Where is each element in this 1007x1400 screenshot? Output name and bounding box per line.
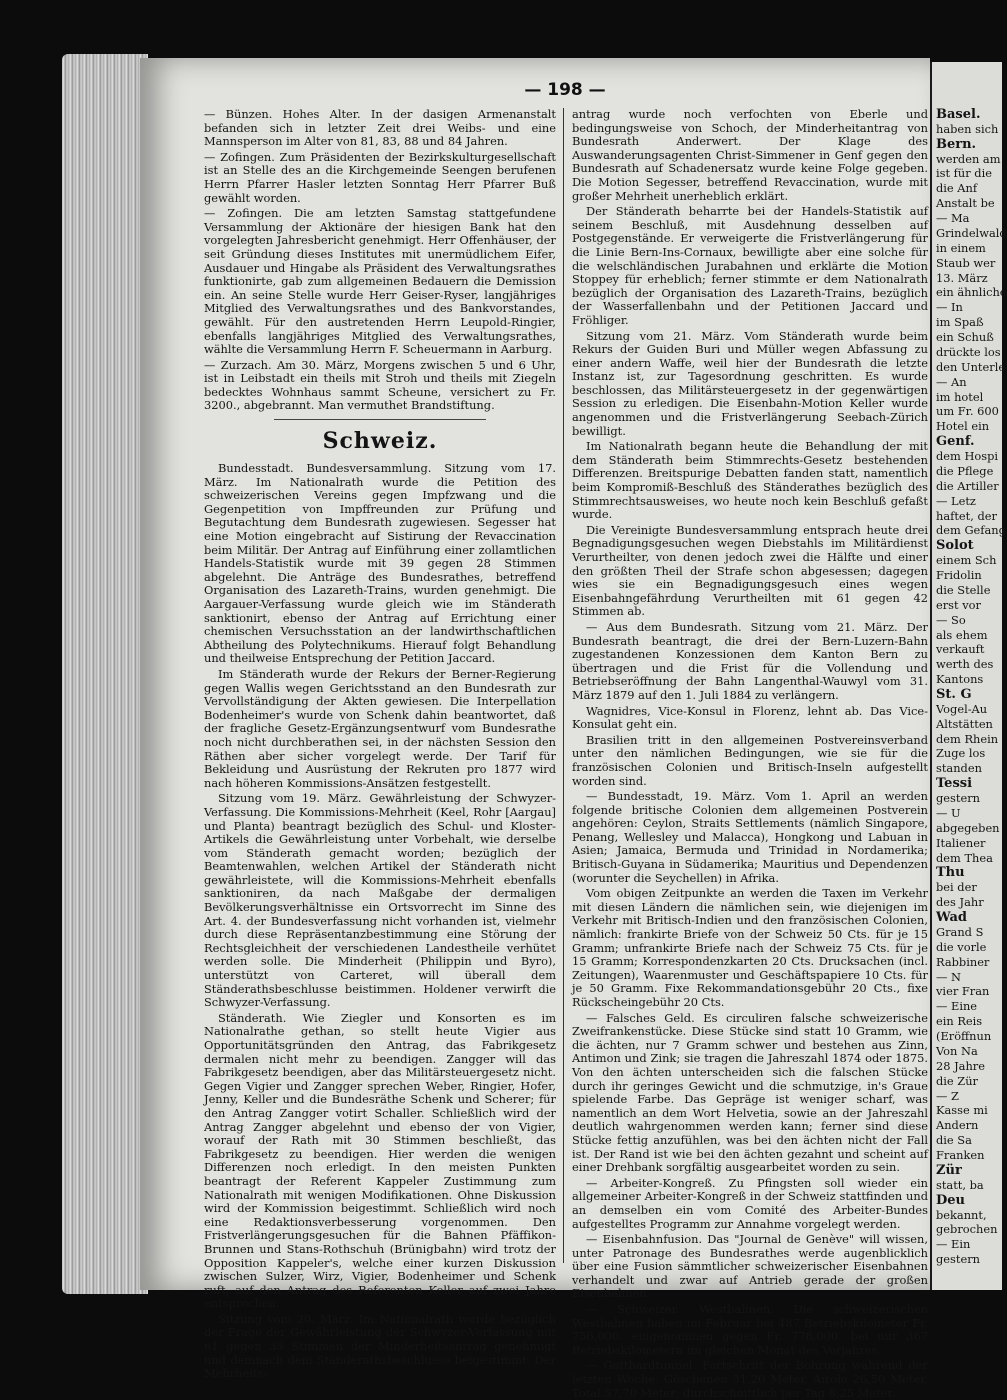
adjacent-page-fragment: die Artiller xyxy=(936,478,999,493)
adjacent-page-fragment: die Anf xyxy=(936,181,978,196)
news-item-eisenbahnfusion: — Eisenbahnfusion. Das "Journal de Genève" will wissen, unter Patronage des Bundesrathes werde augenblicklich über eine Fusion sämmtlicher schweizerischer Eisenbahnen verhandelt und zwar auf Antrieb gerade der großen Eisenbahnen. xyxy=(572,1232,928,1301)
adjacent-page-fragment: verkauft xyxy=(936,642,985,657)
news-item-arbeiter-kongress: — Arbeiter-Kongreß. Zu Pfingsten soll wieder ein allgemeiner Arbeiter-Kongreß in der Schweiz stattfinden und an demselben ein vom Comité des Arbeiter-Bundes aufgestelltes Programm zur Annahme vorgelegt werden. xyxy=(572,1175,928,1231)
adjacent-page-fragment: die Stelle xyxy=(936,582,991,597)
right-column xyxy=(572,107,928,1400)
news-item-westbahnen: — Schweizer. Westbahnen. Die schweizerischen Westbahnen haben im Februar bei 487 Betriebskilometer Fr. 756,000. eingenommen gegen Fr. 778,000. bei nur 367 Betriebskilometern im gleichen Monat des Vorjahres. xyxy=(572,1302,928,1357)
adjacent-page-fragment: Andern xyxy=(936,1118,979,1133)
adjacent-page-fragment: im Spaß xyxy=(936,315,984,330)
adjacent-page-fragment: Franken xyxy=(936,1148,985,1163)
article-staenderath-fabrikgesetz: Ständerath. Wie Ziegler und Konsorten es im Nationalrathe gethan, so stellt heute Vigier aus Opportunitätsgründen den Antrag, das Fabrikgesetz dermalen nicht mehr zu beendigen. Zangger will das Fabrikgesetz beendigen, aber das Militärsteuergesetz nicht. Gegen Vigier und Zangger sprechen Weber, Ringier, Hofer, Jenny, Keller und die Bundesräthe Schenk und Scherer; für den Antrag Zangger votirt Schaller. Schließlich wird der Antrag Zangger abgelehnt und ebenso der von Vigier, worauf der Rath mit 30 Stimmen beschließt, das Fabrikgesetz zu beendigen. Hier werden die wenigen Differenzen noch erledigt. In den meisten Punkten beantragt der Referent Kappeler Zustimmung zum Nationalrath mit wenigen Modifikationen. Ohne Diskussion wird der Kommission beigestimmt. Schließlich wird noch eine Redaktionsverbesserung vorgenommen. Den Fristverlängerungsgesuchen für die Bahnen Pfäffikon-Brunnen und Stans-Rothschuh (Brünigbahn) wird trotz der Opposition Kappeler's, welche einer kurzen Diskussion zwischen Sulzer, Wirz, Vigier, Bodenheimer und Schenk ruft, auf den Antrag des Referenten Keller auf zwei Jahre entsprochen. xyxy=(204,1010,556,1311)
adjacent-page-fragment: — Letz xyxy=(936,493,976,508)
adjacent-page-fragment: Hotel ein xyxy=(936,419,990,434)
news-item-gotthardtunnel: — Gotthardtunnel. Fortschritt der Bohrung während der letzten Woche: Göschenen 31,20 Meter, Airolo 26,50 Meter, Total 57,70 Meter; durchschnittlich per Tag 8,25 Meter. xyxy=(572,1358,928,1400)
adjacent-page-fragment: Zuge los xyxy=(936,746,986,761)
adjacent-page-fragment: einem Sch xyxy=(936,553,997,568)
adjacent-page-fragment: in einem xyxy=(936,240,986,255)
adjacent-page-fragment: dem Hospi xyxy=(936,449,999,464)
adjacent-page-fragment: — In xyxy=(936,300,963,315)
adjacent-page-fragment: ein Schuß xyxy=(936,330,994,345)
adjacent-page-fragment: Rabbiner xyxy=(936,954,990,969)
adjacent-page-fragment: gestern xyxy=(936,1252,980,1267)
adjacent-page-fragment: die Zür xyxy=(936,1073,978,1088)
adjacent-page-fragment: des Jahr xyxy=(936,895,984,910)
adjacent-page-fragment: ein ähnliche xyxy=(936,285,1007,300)
adjacent-page-fragment: Altstätten xyxy=(936,716,993,731)
adjacent-page-fragment: im hotel xyxy=(936,389,984,404)
adjacent-page-fragment: Grindelwald xyxy=(936,225,1007,240)
adjacent-page-fragment: (Eröffnun xyxy=(936,1029,992,1044)
adjacent-page-fragment: dem Rhein xyxy=(936,731,999,746)
page-number: — 198 — xyxy=(524,80,606,100)
adjacent-page-fragment: vier Fran xyxy=(936,984,990,999)
news-item-brasilien: Brasilien tritt in den allgemeinen Postvereinsverband unter den nämlichen Bedingungen, wie sie für die französischen Colonien und Britisch-Inseln aufgestellt worden sind. xyxy=(572,732,928,788)
adjacent-page-fragment: — So xyxy=(936,612,966,627)
article-staenderath-rekurs: Im Ständerath wurde der Rekurs der Berner-Regierung gegen Wallis wegen Gerichtsstand an den Bundesrath zur Vervollständigung der Akten gewiesen. Die Interpellation Bodenheimer's wurde von Schenk dahin beantwortet, daß der fragliche Gesetz-Ergänzungsentwurf vom Bundesrathe noch nicht durchberathen sei, in der nächsten Session den Räthen aber sicher vorgelegt werde. Der Tarif für Bekleidung und Ausrüstung der Rekruten pro 1877 wird nach höheren Kommissions-Ansätzen festgestellt. xyxy=(204,666,556,790)
article-continuation: antrag wurde noch verfochten von Eberle und bedingungsweise von Schoch, der Minderheitantrag von Bundesrath Anderwert. Der Klage des Auswanderungsagenten Christ-Simmener in Genf gegen den Bundesrath auf Schadenersatz wurde keine Folge gegeben. Die Motion Segesser, betreffend Revaccination, wurde mit großer Mehrheit unerheblich erklärt. xyxy=(572,107,928,203)
news-item-bundesrath: — Aus dem Bundesrath. Sitzung vom 21. März. Der Bundesrath beantragt, die drei der Bern-Luzern-Bahn zugestandenen Konzessionen dem Kanton Bern zu übertragen und die Frist für die Vollendung und Betriebseröffnung der Bahn Langenthal-Wauwyl vom 31. März 1879 auf den 1. Juli 1884 zu verlängern. xyxy=(572,619,928,702)
adjacent-page-fragment: 28 Jahre xyxy=(936,1058,985,1073)
adjacent-page-fragment: den Unterle xyxy=(936,359,1006,374)
adjacent-page-fragment: statt, ba xyxy=(936,1177,984,1192)
adjacent-page-fragment: — Z xyxy=(936,1088,959,1103)
adjacent-page-fragment: um Fr. 600 xyxy=(936,404,999,419)
article-sitzung-21-maerz: Sitzung vom 21. März. Vom Ständerath wurde beim Rekurs der Guiden Buri und Müller wegen Abfassung zu einer andern Waffe, weil hier der Bundesrath die letzte Instanz ist, zur Tagesordnung geschritten. Es wurde beschlossen, das Militärsteuergesetz in der gegenwärtigen Session zu erledigen. Die Eisenbahn-Motion Keller wurde angenommen und die Fristverlängerung Seebach-Zürich bewilligt. xyxy=(572,328,928,438)
adjacent-page-fragment: drückte los xyxy=(936,344,1001,359)
article-handels-statistik: Der Ständerath beharrte bei der Handels-Statistik auf seinem Beschluß, mit Ausdehnung desselben auf Postgegenstände. Er verweigerte die Fristverlängerung für die Linie Bern-Ins-Cornaux, bewilligte aber eine solche für die welschländischen Jurabahnen und erklärte die Motion Stoppey für erheblich; ferner stimmte er dem Nationalrath bezüglich der Organisation des Lazareth-Trains, bezüglich der Wasserfallenbahn und der Petitionen Jaccard und Fröhliger. xyxy=(572,204,928,327)
adjacent-page-fragment: ist für die xyxy=(936,166,992,181)
adjacent-page-fragment: ein Reis xyxy=(936,1014,983,1029)
adjacent-page-fragment: gebrochen xyxy=(936,1222,998,1237)
adjacent-page-fragment: St. G xyxy=(936,687,972,702)
adjacent-page-fragment: Bern. xyxy=(936,136,977,152)
article-sitzung-20-maerz: Sitzung vom 20. März. Im Nationalrath wurde bezüglich der Frage der Gewährleistung der Schwyzer-Verfassung mit 61 gegen 35 Stimmen der Minderheitsantrag genehmigt und demnach dem Ständerathsbeschlusse beigestimmt. Der Mehrheits- xyxy=(204,1311,556,1381)
news-item-zofingen-1: — Zofingen. Zum Präsidenten der Bezirkskulturgesellschaft ist an Stelle des an die Kirchgemeinde Seengen berufenen Herrn Pfarrer Hasler letzten Sonntag Herr Pfarrer Buß gewählt worden. xyxy=(204,149,556,205)
article-bundesversammlung: Bundesstadt. Bundesversammlung. Sitzung vom 17. März. Im Nationalrath wurde die Petition des schweizerischen Vereins gegen Impfzwang und die Gegenpetition von Impffreunden zur Prüfung und Begutachtung dem Bundesrath zugewiesen. Segesser hat eine Motion eingebracht auf Sistirung der Revaccination beim Militär. Der Antrag auf Einführung einer zollamtlichen Handels-Statistik wurde mit 39 gegen 28 Stimmen abgelehnt. Die Anträge des Bundesrathes, betreffend Organisation des Lazareth-Trains, wurden genehmigt. Die Aargauer-Verfassung wurde gleich wie im Ständerath sanktionirt, ebenso der Antrag auf Errichtung einer chemischen Versuchsstation an der landwirthschaftlichen Abtheilung des Polytechnikums. Hierauf folgt Behandlung und theilweise Entsprechung der Petition Jaccard. xyxy=(204,461,556,666)
adjacent-page-fragment: — U xyxy=(936,805,961,820)
news-item-postverein: — Bundesstadt, 19. März. Vom 1. April an werden folgende britische Colonien dem allgemeinen Postverein angehören: Ceylon, Straits Settlements (nämlich Singapore, Penang, Wellesley und Malacca), Hongkong und Labuan in Asien; Jamaica, Bermuda und Trinidad in Nordamerika; Britisch-Guyana in Südamerika; Mauritius und Dependenzen (worunter die Seychellen) in Afrika. xyxy=(572,789,928,885)
adjacent-page-fragment: 13. März xyxy=(936,270,988,285)
adjacent-page-fragment: — Eine xyxy=(936,999,978,1014)
adjacent-page-fragment: Genf. xyxy=(936,434,975,450)
adjacent-page-fragment: erst vor xyxy=(936,597,981,612)
adjacent-page-fragment: die vorle xyxy=(936,939,987,954)
section-divider-rule xyxy=(274,419,485,420)
adjacent-page-fragment: Tessi xyxy=(936,776,973,792)
left-column xyxy=(204,107,556,1381)
adjacent-page-fragment: Basel. xyxy=(936,107,981,122)
adjacent-page-fragment: standen xyxy=(936,761,982,776)
adjacent-page-fragment: Kantons xyxy=(936,672,984,687)
adjacent-page-fragment: — Ein xyxy=(936,1237,971,1252)
adjacent-page-fragment: — An xyxy=(936,374,967,389)
adjacent-page-fragment: Staub wer xyxy=(936,255,996,270)
adjacent-page-fragment: Fridolin xyxy=(936,568,982,583)
adjacent-page-fragment: bei der xyxy=(936,880,977,895)
adjacent-page-fragment: haben sich xyxy=(936,121,999,136)
news-item-vice-konsul: Wagnidres, Vice-Konsul in Florenz, lehnt ab. Das Vice-Konsulat geht ein. xyxy=(572,703,928,732)
news-item-buenzen: — Bünzen. Hohes Alter. In der dasigen Armenanstalt befanden sich in letzter Zeit drei Weibs- und eine Mannsperson im Alter von 81, 83, 88 und 84 Jahren. xyxy=(204,107,556,149)
adjacent-page-fragment: Deu xyxy=(936,1192,965,1208)
adjacent-page-fragment: die Pflege xyxy=(936,463,994,478)
adjacent-page-fragment: abgegeben xyxy=(936,820,1000,835)
adjacent-page-fragment: die Sa xyxy=(936,1133,972,1148)
adjacent-page-fragment: Thu xyxy=(936,865,965,881)
adjacent-page-fragment: Italiener xyxy=(936,835,986,850)
adjacent-page-fragment: Von Na xyxy=(936,1043,978,1058)
news-item-zofingen-2: — Zofingen. Die am letzten Samstag stattgefundene Versammlung der Aktionäre der hiesigen Bank hat den vorgelegten Jahresbericht genehmigt. Herr Offenhäuser, der seit Gründung dieses Institutes mit unermüdlichem Eifer, Ausdauer und Hingabe als Präsident des Verwaltungsrathes funktionirte, gab zum allgemeinen Bedauern die Demission ein. An seine Stelle wurde Herr Geiser-Ryser, langjähriges Mitglied des Verwaltungsrathes und des Bankvorstandes, gewählt. Für den austretenden Herrn Leupold-Ringier, ebenfalls langjähriges Mitglied des Verwaltungsrathes, wählte die Versammlung Herrn F. Scheuermann in Aarburg. xyxy=(204,206,556,357)
news-item-zurzach: — Zurzach. Am 30. März, Morgens zwischen 5 und 6 Uhr, ist in Leibstadt ein theils mit Stroh und theils mit Ziegeln bedecktes Wohnhaus sammt Scheune, versichert zu Fr. 3200., abgebrannt. Man vermuthet Brandstiftung. xyxy=(204,357,556,413)
adjacent-page-fragment: bekannt, xyxy=(936,1207,987,1222)
adjacent-page-fragment: Anstalt be xyxy=(936,196,995,211)
adjacent-page-fragment: als ehem xyxy=(936,627,988,642)
adjacent-page-fragment: Grand S xyxy=(936,924,984,939)
adjacent-page-fragment: haftet, der xyxy=(936,508,997,523)
article-stimmrechts-gesetz: Im Nationalrath begann heute die Behandlung der mit dem Ständerath beim Stimmrechts-Gesetz bestehenden Differenzen. Breitspurige Debatten fanden statt, namentlich beim Kompromiß-Beschluß des Ständerathes bezüglich des Stimmrechtsausweises, wo heute noch kein Beschluß gefaßt wurde. xyxy=(572,439,928,522)
adjacent-page-fragment: — N xyxy=(936,969,961,984)
news-item-falsches-geld: — Falsches Geld. Es circuliren falsche schweizerische Zweifrankenstücke. Diese Stücke sind statt 10 Gramm, wie die ächten, nur 7 Gramm schwer und bestehen aus Zinn, Antimon und Zink; sie tragen die Jahreszahl 1874 oder 1875. Von den ächten unterscheiden sich die falschen Stücke durch ihr geringes Gewicht und die schmutzige, in's Graue spielende Farbe. Das Gepräge ist weniger scharf, was namentlich an dem Wort Helvetia, sowie an der Jahreszahl deutlich wahrgenommen werden kann; ferner sind diese Stücke fettig anzufühlen, was bei den ächten nicht der Fall ist. Der Rand ist wie bei den ächten gezahnt und scheint auf einer Drehbank sorgfältig ausgearbeitet worden zu sein. xyxy=(572,1010,928,1175)
adjacent-page-fragment: dem Thea xyxy=(936,850,993,865)
adjacent-page-fragment: Solot xyxy=(936,538,974,554)
adjacent-page-fragment: Kasse mi xyxy=(936,1103,988,1118)
section-title: Schweiz. xyxy=(322,428,438,455)
book-page-edges xyxy=(62,54,148,1294)
adjacent-page-fragment: werth des xyxy=(936,657,994,672)
adjacent-page-fragment: werden am xyxy=(936,151,1001,166)
adjacent-page-fragment: Vogel-Au xyxy=(936,701,988,716)
article-sitzung-19-maerz: Sitzung vom 19. März. Gewährleistung der Schwyzer-Verfassung. Die Kommissions-Mehrheit (Keel, Rohr [Aargau] und Planta) beantragt bezüglich des Schul- und Kloster-Artikels die Gewährleistung unter Vorbehalt, wie derselbe vom Ständerath gemacht worden; bezüglich der Beamtenwahlen, welchen Artikel der Ständerath nicht gewährleistete, will die Kommissions-Mehrheit ebenfalls sanktioniren, da nach Maßgabe der dermaligen Bevölkerungsverhältnisse ein Ortsvorrecht im Sinne des Art. 4. der Bundesverfassung nicht vorhanden ist, vielmehr durch diese Repräsentanzbestimmung eine Störung der Rechtsgleichheit der verschiedenen Landestheile verhütet werden solle. Die Minderheit (Philippin und Byro), unterstützt von Carteret, will überall dem Ständerathsbeschlusse beistimmen. Holdener verwirft die Schwyzer-Verfassung. xyxy=(204,791,556,1010)
column-divider xyxy=(563,108,564,1263)
adjacent-page-fragment: gestern xyxy=(936,791,980,806)
adjacent-page-fragment: Wad xyxy=(936,910,967,926)
article-begnadigung: Die Vereinigte Bundesversammlung entsprach heute drei Begnadigungsgesuchen wegen Diebstahls im Militärdienst Verurtheilter, von denen jedoch zwei die Hälfte und einer den größten Theil der Strafe schon abgesessen; dagegen wies sie ein Begnadigungsgesuch eines wegen Eisenbahngefährdung Verurtheilten mit 61 gegen 42 Stimmen ab. xyxy=(572,522,928,619)
adjacent-page-fragment: dem Gefang xyxy=(936,523,1006,538)
news-item-taxen: Vom obigen Zeitpunkte an werden die Taxen im Verkehr mit diesen Ländern die nämlichen sein, wie diejenigen im Verkehr mit Britisch-Indien und den französischen Colonien, nämlich: frankirte Briefe von der Schweiz 50 Cts. für je 15 Gramm; unfrankirte Briefe nach der Schweiz 75 Cts. für je 15 Gramm; Korrespondenzkarten 20 Cts. Drucksachen (incl. Zeitungen), Waarenmuster und Geschäftspapiere 10 Cts. für je 50 Gramm. Fixe Rekommandationsgebühr 20 Cts., fixe Rückscheingebühr 20 Cts. xyxy=(572,886,928,1009)
adjacent-page-fragment: Zür xyxy=(936,1162,962,1178)
adjacent-page-fragment: — Ma xyxy=(936,211,970,226)
